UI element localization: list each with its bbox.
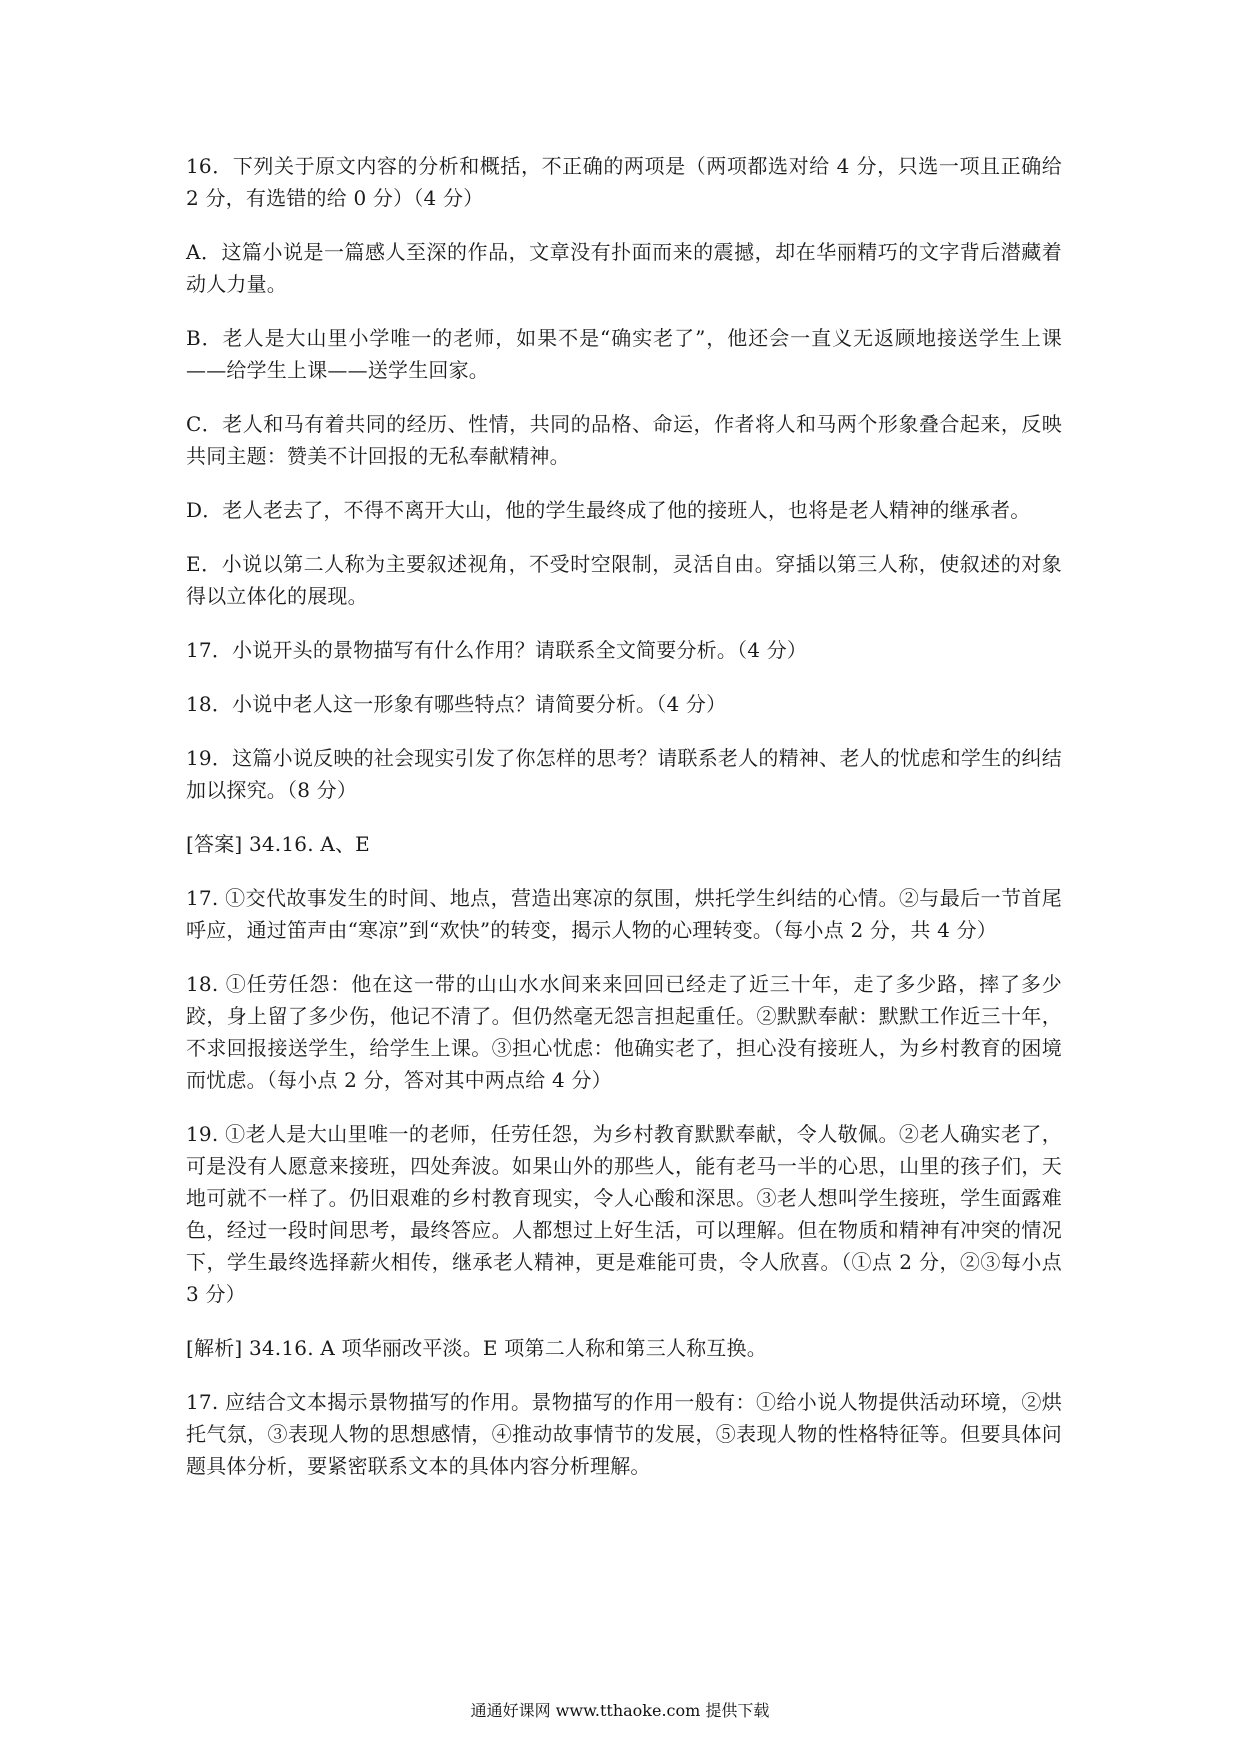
- option-a: A．这篇小说是一篇感人至深的作品，文章没有扑面而来的震撼，却在华丽精巧的文字背后潜藏着动人力量。: [186, 240, 1062, 296]
- option-b: B．老人是大山里小学唯一的老师，如果不是“确实老了”，他还会一直义无返顾地接送学生上课——给学生上课——送学生回家。: [186, 326, 1062, 382]
- document-body: [186, 150, 1062, 1504]
- question-17: 17．小说开头的景物描写有什么作用？请联系全文简要分析。（4 分）: [186, 638, 808, 662]
- answer-17: 17. ①交代故事发生的时间、地点，营造出寒凉的氛围，烘托学生纠结的心情。②与最后一节首尾呼应，通过笛声由“寒凉”到“欢快”的转变，揭示人物的心理转变。（每小点 2 分，共 4 分）: [186, 886, 1062, 942]
- page-footer: 通通好课网 www.tthaoke.com 提供下载: [470, 1701, 770, 1720]
- question-19: 19．这篇小说反映的社会现实引发了你怎样的思考？请联系老人的精神、老人的忧虑和学生的纠结加以探究。（8 分）: [186, 746, 1062, 802]
- answer-heading: [答案] 34.16. A、E: [186, 832, 370, 856]
- answer-18: 18. ①任劳任怨：他在这一带的山山水水间来来回回已经走了近三十年，走了多少路，摔了多少跤，身上留了多少伤，他记不清了。但仍然毫无怨言担起重任。②默默奉献：默默工作近三十年，不求回报接送学生，给学生上课。③担心忧虑：他确实老了，担心没有接班人，为乡村教育的困境而忧虑。（每小点 2 分，答对其中两点给 4 分）: [186, 972, 1062, 1092]
- option-c: C．老人和马有着共同的经历、性情，共同的品格、命运，作者将人和马两个形象叠合起来，反映共同主题：赞美不计回报的无私奉献精神。: [186, 412, 1062, 468]
- option-d: D．老人老去了，不得不离开大山，他的学生最终成了他的接班人，也将是老人精神的继承者。: [186, 498, 1031, 522]
- analysis-17: 17. 应结合文本揭示景物描写的作用。景物描写的作用一般有：①给小说人物提供活动环境，②烘托气氛，③表现人物的思想感情，④推动故事情节的发展，⑤表现人物的性格特征等。但要具体问题具体分析，要紧密联系文本的具体内容分析理解。: [186, 1390, 1062, 1478]
- option-e: E．小说以第二人称为主要叙述视角，不受时空限制，灵活自由。穿插以第三人称，使叙述的对象得以立体化的展现。: [186, 552, 1062, 608]
- analysis-heading: [解析] 34.16. A 项华丽改平淡。E 项第二人称和第三人称互换。: [186, 1336, 767, 1360]
- question-16: 16．下列关于原文内容的分析和概括，不正确的两项是（两项都选对给 4 分，只选一项且正确给 2 分，有选错的给 0 分）（4 分）: [186, 154, 1062, 210]
- question-18: 18．小说中老人这一形象有哪些特点？请简要分析。（4 分）: [186, 692, 727, 716]
- answer-19: 19. ①老人是大山里唯一的老师，任劳任怨，为乡村教育默默奉献，令人敬佩。②老人确实老了，可是没有人愿意来接班，四处奔波。如果山外的那些人，能有老马一半的心思，山里的孩子们，天地可就不一样了。仍旧艰难的乡村教育现实，令人心酸和深思。③老人想叫学生接班，学生面露难色，经过一段时间思考，最终答应。人都想过上好生活，可以理解。但在物质和精神有冲突的情况下，学生最终选择薪火相传，继承老人精神，更是难能可贵，令人欣喜。（①点 2 分，②③每小点 3 分）: [186, 1122, 1062, 1306]
